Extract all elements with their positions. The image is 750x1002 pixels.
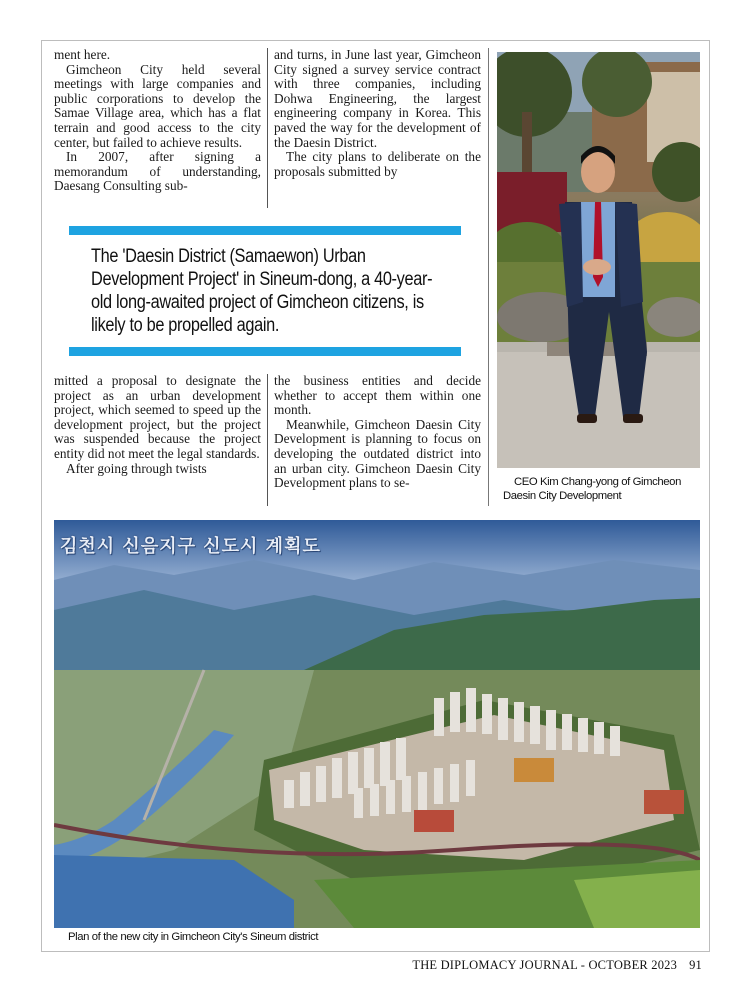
paragraph: the business entities and decide whether to accept them within one month.: [274, 373, 481, 418]
city-plan-image: [54, 520, 700, 928]
paragraph: In 2007, after signing a memorandum of understanding, Daesang Consulting sub-: [54, 149, 261, 194]
pull-quote-top-bar: [69, 226, 461, 235]
pull-quote-text: The 'Daesin District (Samaewon) Urban Development Project' in Sineum-dong, a 40-year-old long-awaited project of Gimcheon citizens, is likely to be propelled again.: [91, 246, 433, 336]
paragraph: and turns, in June last year, Gimcheon City signed a survey service contract with three companies, including Dohwa Engineering, the largest engineering company in Korea. This paved the way for the development of the Daesin District.: [274, 47, 481, 150]
article-column-1-top: [54, 48, 261, 194]
city-plan-caption: Plan of the new city in Gimcheon City's Sineum district: [68, 931, 319, 943]
caption-line: Daesin City Development: [503, 489, 622, 502]
paragraph: ment here.: [54, 47, 111, 62]
paragraph: The city plans to deliberate on the proposals submitted by: [274, 149, 481, 179]
pull-quote: [69, 226, 461, 356]
article-column-1-bottom: [54, 374, 261, 476]
ceo-photo-caption: [503, 476, 708, 503]
paragraph: Meanwhile, Gimcheon Daesin City Development is planning to focus on developing the outdated district into an urban city. Gimcheon Daesin City Development plans to se-: [274, 416, 481, 491]
column-divider: [267, 374, 268, 506]
photo-column-divider: [488, 48, 489, 506]
caption-line: CEO Kim Chang-yong of Gimcheon: [514, 476, 681, 488]
article-column-2-top: [274, 48, 481, 179]
plan-title: 김천시 신음지구 신도시 계획도: [60, 536, 321, 557]
paragraph: mitted a proposal to designate the project as an urban development project, which seemed to speed up the development project, but the project was suspended because the project entity did not meet the legal standards.: [54, 373, 261, 461]
page-number: 91: [689, 958, 702, 972]
paragraph: After going through twists: [66, 460, 207, 476]
column-divider: [267, 48, 268, 208]
ceo-photo: [497, 52, 700, 468]
journal-issue: THE DIPLOMACY JOURNAL - OCTOBER 2023: [412, 958, 678, 972]
page-footer: [412, 958, 702, 973]
paragraph: Gimcheon City held several meetings with large companies and public corporations to develop the Samae Village area, which has a flat terrain and good access to the city center, but failed to achieve results.: [54, 61, 261, 150]
pull-quote-bottom-bar: [69, 347, 461, 356]
article-column-2-bottom: [274, 374, 481, 491]
